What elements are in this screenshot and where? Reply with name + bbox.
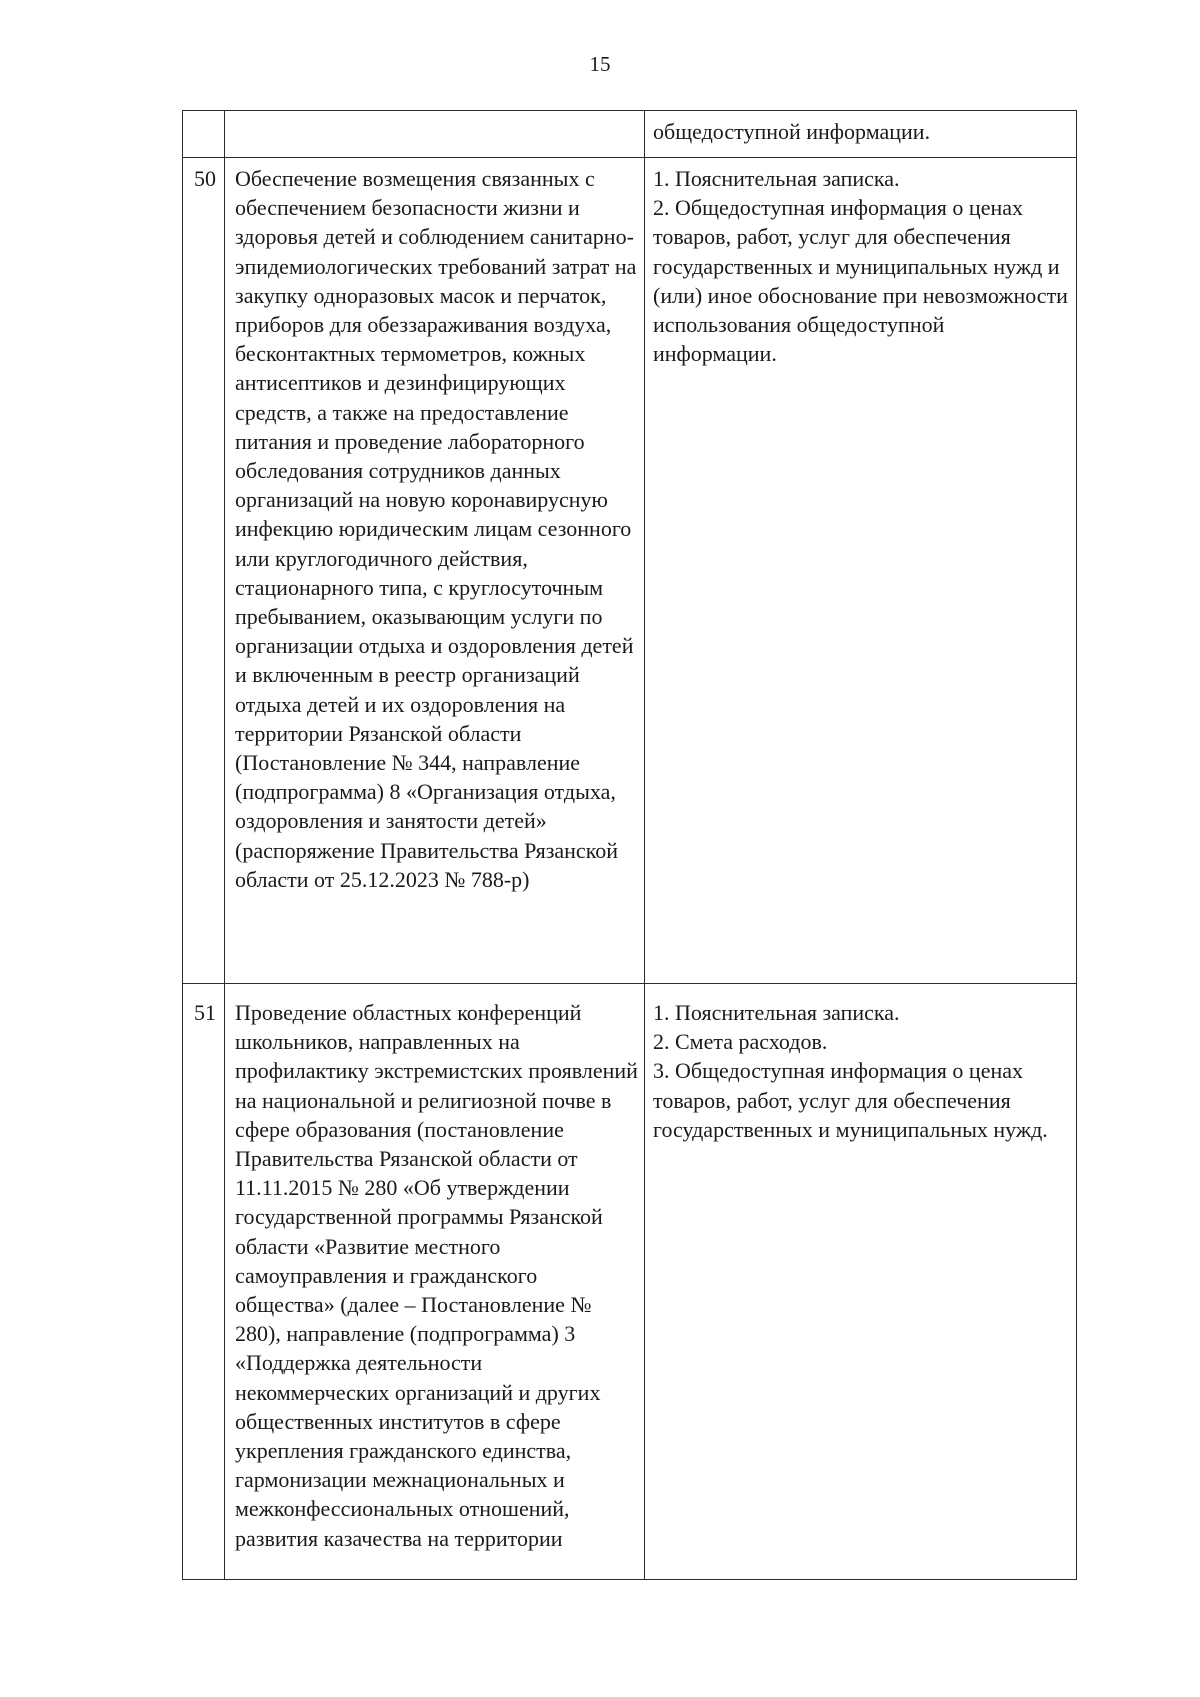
row-description: Обеспечение возмещения связанных с обеспечением безопасности жизни и здоровья детей и соблюдением санитарно-эпидемиологических требований затрат на закупку одноразовых масок и перчаток, приборов для обеззараживания воздуха, бесконтактных термометров, кожных антисептиков и дезинфицирующих средств, а также на предоставление питания и проведение лабораторного обследования сотрудников данных организаций на новую коронавирусную инфекцию юридическим лицам сезонного или круглогодичного действия, стационарного типа, с круглосуточным пребыванием, оказывающим услуги по организации отдыха и оздоровления детей и включенным в реестр организаций отдыха детей и их оздоровления на территории Рязанской области (Постановление № 344, направление (подпрограмма) 8 «Организация отдыха, оздоровления и занятости детей» (распоряжение Правительства Рязанской области от 25.12.2023 № 788-р) (235, 166, 637, 892)
row-number (183, 111, 224, 117)
description-cell (225, 158, 645, 984)
document-item: 2. Общедоступная информация о ценах товаров, работ, услуг для обеспечения государственных и муниципальных нужд и (или) иное обоснование при невозможности использования общедоступной информации. (653, 195, 1068, 367)
table-row (183, 984, 1077, 1580)
description-cell (225, 984, 645, 1580)
documents-list (645, 984, 1076, 1148)
row-description (225, 111, 644, 121)
row-number: 51 (194, 1000, 216, 1025)
description-cell (225, 111, 645, 158)
documents-cell (645, 158, 1077, 984)
document-item: 1. Пояснительная записка. (653, 1000, 900, 1025)
documents-continuation-text: общедоступной информации. (653, 119, 931, 144)
row-number-cell (183, 984, 225, 1580)
page-number: 15 (589, 52, 611, 76)
requirements-table (182, 110, 1077, 1580)
documents-cell (645, 111, 1077, 158)
row-description: Проведение областных конференций школьников, направленных на профилактику экстремистских проявлений на национальной и религиозной почве в сфере образования (постановление Правительства Рязанской области от 11.11.2015 № 280 «Об утверждении государственной программы Рязанской области «Развитие местного самоуправления и гражданского общества» (далее – Постановление № 280), направление (подпрограмма) 3 «Поддержка деятельности некоммерческих организаций и других общественных институтов в сфере укрепления гражданского единства, гармонизации межнациональных и межконфессиональных отношений, развития казачества на территории (235, 1000, 638, 1551)
document-item: 1. Пояснительная записка. (653, 166, 900, 191)
documents-list (645, 158, 1076, 372)
documents-cell (645, 984, 1077, 1580)
row-number: 50 (194, 166, 216, 191)
document-item: 3. Общедоступная информация о ценах товаров, работ, услуг для обеспечения государственных и муниципальных нужд. (653, 1058, 1048, 1142)
row-number-cell (183, 111, 225, 158)
document-item: 2. Смета расходов. (653, 1029, 828, 1055)
table-row (183, 158, 1077, 984)
row-number-cell (183, 158, 225, 984)
table-row-continuation (183, 111, 1077, 158)
